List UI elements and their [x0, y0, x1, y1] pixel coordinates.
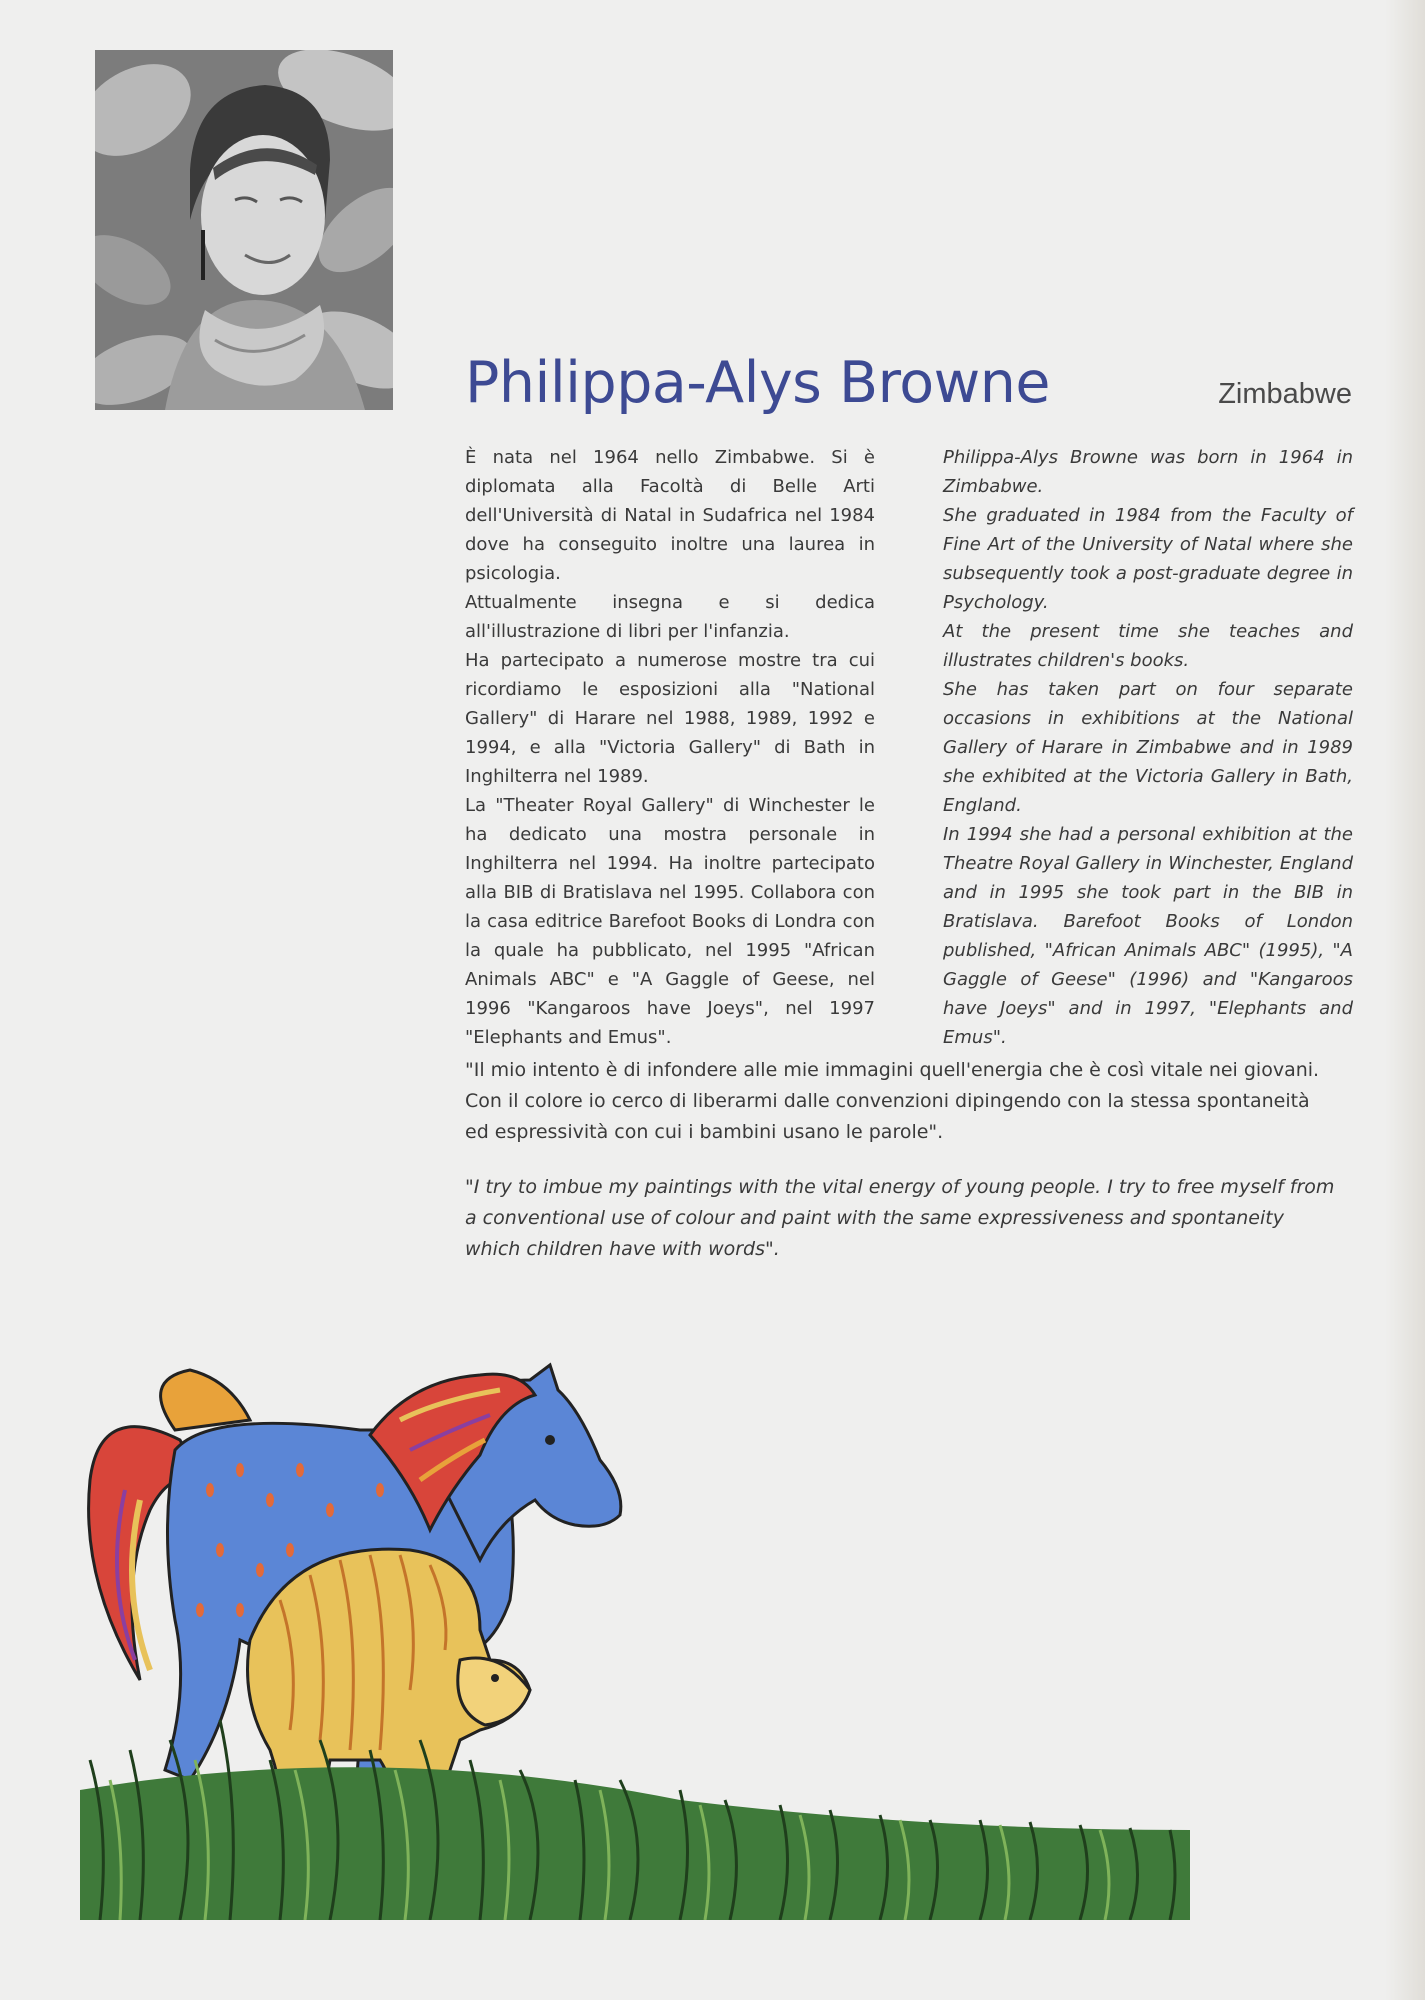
bio-en-paragraph: Philippa-Alys Browne was born in 1964 in Zimbabwe.	[943, 447, 1353, 497]
bio-en-paragraph: She has taken part on four separate occasions in exhibitions at the National Gallery of Harare in Zimbabwe and in 1989 she exhibited at the Victoria Gallery in Bath, England.	[943, 679, 1353, 816]
bio-en-paragraph: She graduated in 1984 from the Faculty of Fine Art of the University of Natal where she subsequently took a post-graduate degree in Psychology.	[943, 505, 1353, 613]
artist-name-heading: Philippa-Alys Browne	[465, 350, 1050, 416]
bio-it-paragraph: La "Theater Royal Gallery" di Winchester le ha dedicato una mostra personale in Inghilterra nel 1994. Ha inoltre partecipato alla BIB di Bratislava nel 1995. Collabora con la casa editrice Barefoot Books di Londra con la quale ha pubblicato, nel 1995 "African Animals ABC" e "A Gaggle of Geese, nel 1996 "Kangaroos have Joeys", nel 1997 "Elephants and Emus".	[465, 795, 875, 1048]
page-edge-shadow	[1385, 0, 1425, 2000]
artist-portrait-photo	[95, 50, 393, 410]
bio-italian-column	[465, 443, 875, 1052]
artist-quote-italian: "Il mio intento è di infondere alle mie immagini quell'energia che è così vitale nei giovani. Con il colore io cerco di liberarmi dalle convenzioni dipingendo con la stessa spontaneità ed espressività con cui i bambini usano le parole".	[465, 1059, 1320, 1143]
bio-en-paragraph: In 1994 she had a personal exhibition at the Theatre Royal Gallery in Winchester, England and in 1995 she took part in the BIB in Bratislava. Barefoot Books of London published, "African Animals ABC" (1995), "A Gaggle of Geese" (1996) and "Kangaroos have Joeys" and in 1997, "Elephants and Emus".	[943, 824, 1353, 1048]
bio-en-paragraph: At the present time she teaches and illustrates children's books.	[943, 621, 1353, 671]
bio-it-paragraph: È nata nel 1964 nello Zimbabwe. Si è diplomata alla Facoltà di Belle Arti dell'Università di Natal in Sudafrica nel 1984 dove ha conseguito inoltre una laurea in psicologia.	[465, 447, 875, 584]
artist-quote-english: "I try to imbue my paintings with the vital energy of young people. I try to free myself from a conventional use of colour and paint with the same expressiveness and spontaneity which children have with words".	[465, 1176, 1335, 1260]
horse-and-sheep-illustration	[80, 1360, 1200, 1920]
bio-english-column	[943, 443, 1353, 1052]
bio-it-paragraph: Attualmente insegna e si dedica all'illustrazione di libri per l'infanzia.	[465, 592, 875, 642]
artist-country: Zimbabwe	[1218, 378, 1352, 410]
bio-it-paragraph: Ha partecipato a numerose mostre tra cui ricordiamo le esposizioni alla "National Gallery" di Harare nel 1988, 1989, 1992 e 1994, e alla "Victoria Gallery" di Bath in Inghilterra nel 1989.	[465, 650, 875, 787]
